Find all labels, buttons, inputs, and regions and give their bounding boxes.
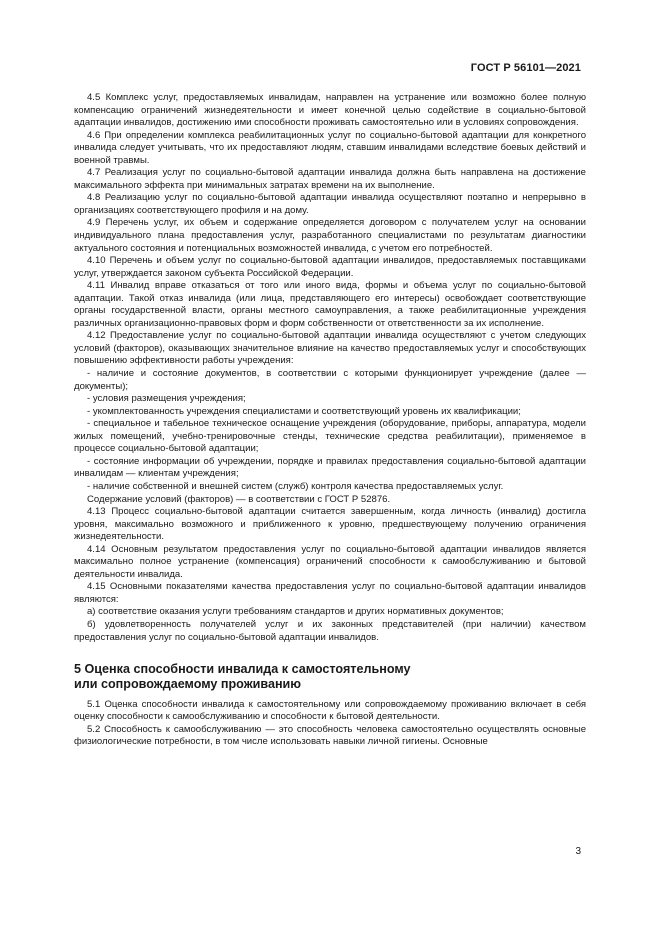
paragraph-5-2: 5.2 Способность к самообслуживанию — это способность человека самостоятельно осуществлять основные физиологические потребности, в том числе использовать навыки личной гигиены. Основные — [74, 723, 586, 748]
section-5-heading-line1: 5 Оценка способности инвалида к самостоятельному — [74, 662, 411, 677]
paragraph-4-15: 4.15 Основными показателями качества предоставления услуг по социально-бытовой адаптации инвалидов являются: — [74, 581, 586, 605]
paragraph-4-6: 4.6 При определении комплекса реабилитационных услуг по социально-бытовой адаптации для конкретного инвалида следует учитывать, что их предоставляют людям, ставшим инвалидами вследствие боевых действий и военной травмы. — [74, 129, 586, 166]
section-5-heading — [74, 662, 586, 692]
paragraph-4-12: 4.12 Предоставление услуг по социально-бытовой адаптации инвалида осуществляют с учетом следующих условий (факторов), оказывающих значительное влияние на качество предоставляемых услуг и способствующих повышению эффективности работы учреждения: — [74, 330, 586, 367]
list-item-documents: - наличие и состояние документов, в соответствии с которыми функционирует учреждение (далее — документы); — [74, 368, 586, 392]
paragraph-4-13: 4.13 Процесс социально-бытовой адаптации считается завершенным, когда личность (инвалид) достигла уровня, максимально возможного и приближенного к уровню, предшествующему получению ограничения жизнедеятельности. — [74, 506, 586, 543]
list-item-information: - состояние информации об учреждении, порядке и правилах предоставления социально-бытовой адаптации инвалидам — клиентам учреждения; — [74, 455, 586, 480]
paragraph-4-11: 4.11 Инвалид вправе отказаться от того или иного вида, формы и объема услуг по социально-бытовой адаптации. Такой отказ инвалида (или лица, представляющего его интересы) освобождает соответствующие органы государственной власти, органы местного самоуправления, а также реабилитационные учреждения различных организационно-правовых форм и форм собственности от ответственности за их исполнение. — [74, 280, 586, 329]
list-item-b: б) удовлетворенность получателей услуг и их законных представителей (при наличии) качеством предоставления услуг по социально-бытовой адаптации инвалидов. — [74, 618, 586, 643]
paragraph-4-7: 4.7 Реализация услуг по социально-бытовой адаптации инвалида должна быть направлена на достижение максимального эффекта при минимальных затратах времени на их выполнение. — [74, 167, 586, 191]
paragraph-4-10: 4.10 Перечень и объем услуг по социально-бытовой адаптации инвалидов, предоставляемых поставщиками услуг, утверждается законом субъекта Российской Федерации. — [74, 255, 586, 279]
paragraph-4-8: 4.8 Реализацию услуг по социально-бытовой адаптации инвалида осуществляют поэтапно и непрерывно в организациях соответствующего профиля и на дому. — [74, 192, 586, 216]
paragraph-4-9: 4.9 Перечень услуг, их объем и содержание определяется договором с получателем услуг на основании индивидуального плана предоставления услуг, разработанного специалистами по результатам диагностики актуального состояния и потенциальных возможностей инвалида, с учетом его потребностей. — [74, 217, 586, 254]
list-item-a: а) соответствие оказания услуги требованиям стандартов и других нормативных документов; — [87, 606, 504, 618]
paragraph-5-1: 5.1 Оценка способности инвалида к самостоятельному или сопровождаемому проживанию включает в себя оценку способности к самообслуживанию и способности к бытовой деятельности. — [74, 698, 586, 723]
standard-designation: ГОСТ Р 56101—2021 — [470, 62, 581, 74]
list-item-staffing: - укомплектованность учреждения специалистами и соответствующий уровень их квалификации; — [87, 405, 521, 417]
section-5-heading-line2: или сопровождаемому проживанию — [74, 676, 302, 691]
paragraph-4-5: 4.5 Комплекс услуг, предоставляемых инвалидам, направлен на устранение или возможно более полную компенсацию ограничений жизнедеятельности и имеет конечной целью содействие в социально-бытовой адаптации инвалидов, достижению ими способности проживать самостоятельно или в условиях сопровождения. — [74, 92, 586, 129]
list-item-equipment: - специальное и табельное техническое оснащение учреждения (оборудование, приборы, аппаратура, модели жилых помещений, учебно-тренировочные стенды, технические средства реабилитации), применяемое в процессе социально-бытовой адаптации; — [74, 418, 586, 455]
page-body — [74, 92, 586, 749]
list-item-placement: - условия размещения учреждения; — [87, 393, 246, 405]
paragraph-4-14: 4.14 Основным результатом предоставления услуг по социально-бытовой адаптации инвалидов является максимально полное устранение (компенсация) ограничений способности к самообслуживанию и бытовой деятельности инвалида. — [74, 543, 586, 580]
paragraph-conditions-content: Содержание условий (факторов) — в соответствии с ГОСТ Р 52876. — [87, 493, 391, 505]
page-number: 3 — [575, 846, 581, 857]
list-item-quality-control: - наличие собственной и внешней систем (служб) контроля качества предоставляемых услуг. — [87, 480, 504, 492]
